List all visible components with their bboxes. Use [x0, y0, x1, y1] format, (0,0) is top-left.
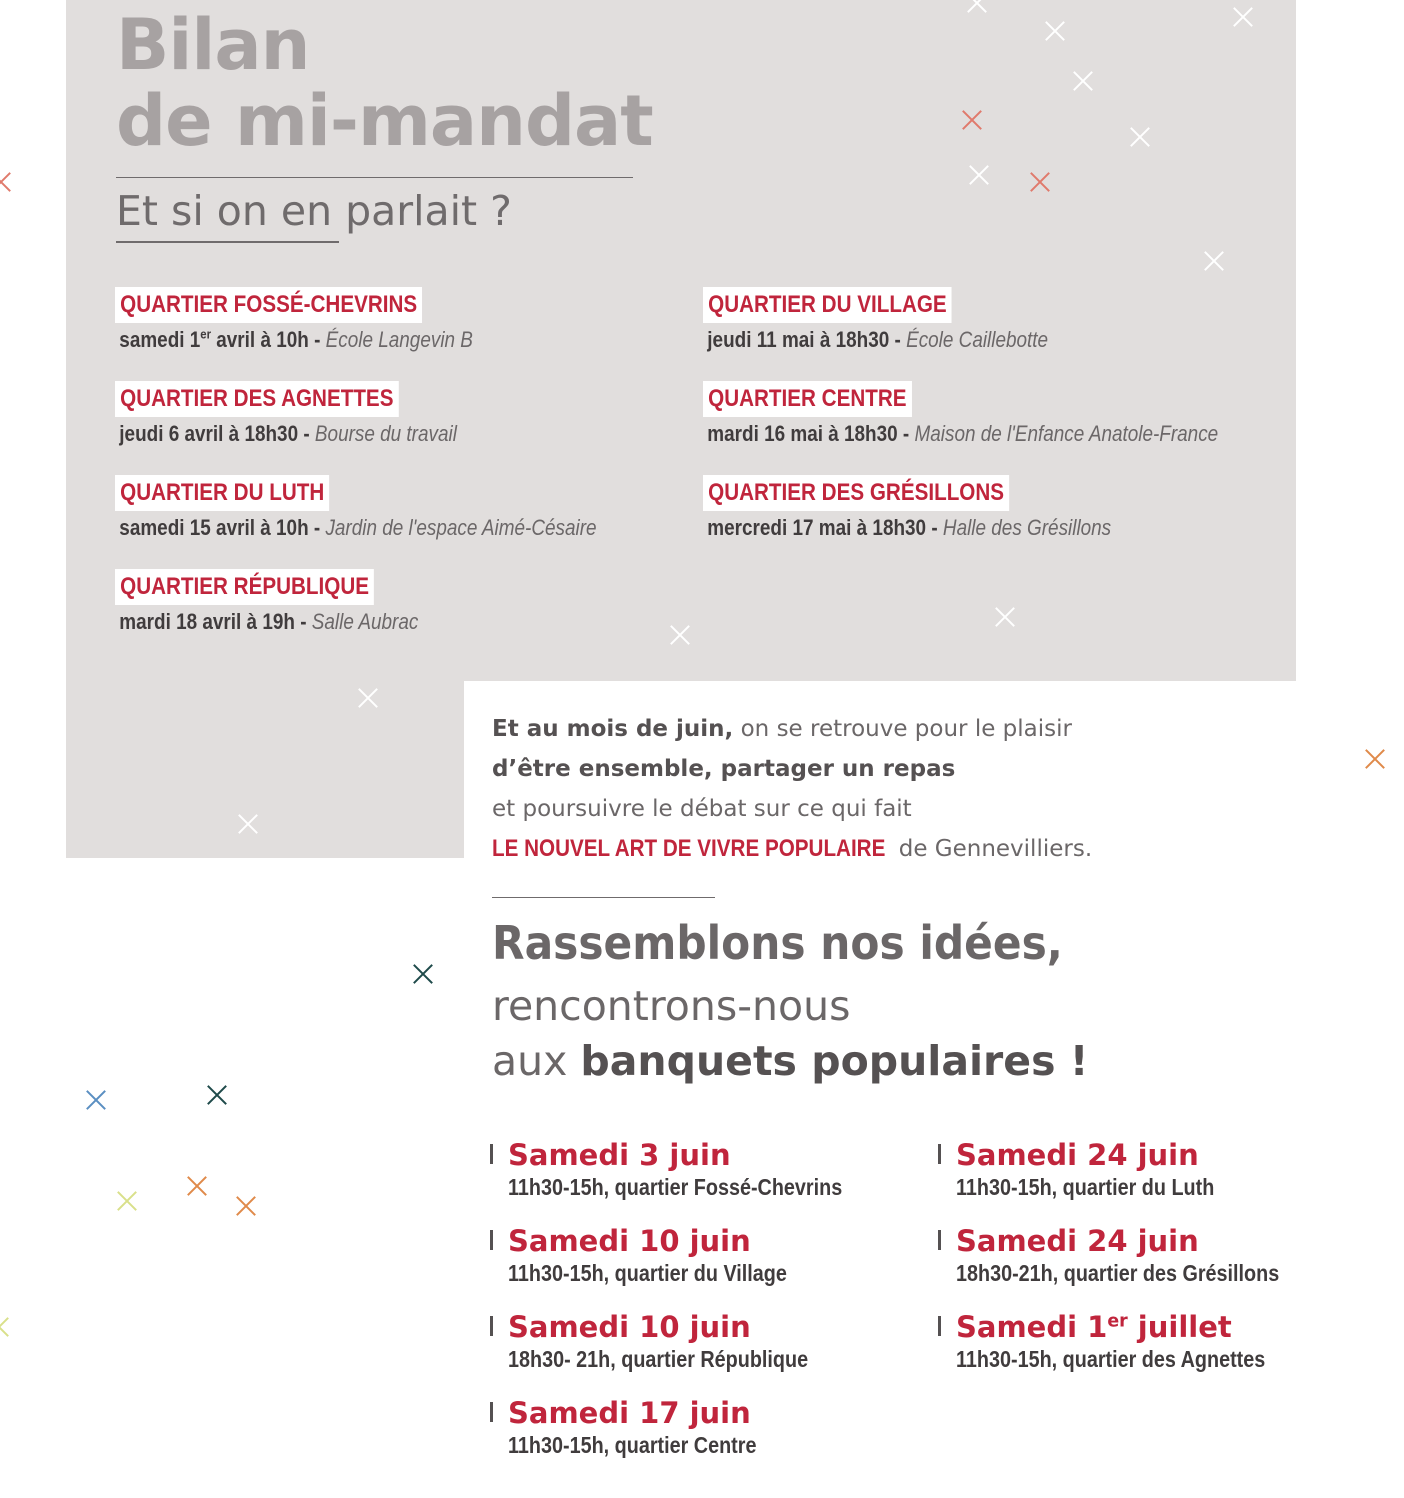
meeting-centre [703, 381, 1302, 447]
banquet-info: 18h30-21h, quartier des Grésillons [956, 1260, 1280, 1286]
banquet-date: Samedi 10 juin [508, 1224, 751, 1258]
quartier-label: QUARTIER DES AGNETTES [115, 381, 399, 417]
june-bold-line: d’être ensemble, partager un repas [492, 756, 956, 782]
banquet-info: 18h30- 21h, quartier République [508, 1346, 809, 1372]
sparkle-icon [669, 624, 691, 646]
meeting-place: Halle des Grésillons [942, 515, 1112, 540]
subtitle-underline [116, 241, 339, 243]
banquet-info: 11h30-15h, quartier des Agnettes [956, 1346, 1266, 1372]
banquet-date: Samedi 17 juin [508, 1396, 751, 1430]
bullet-bar [490, 1316, 493, 1336]
bullet-bar [938, 1316, 941, 1336]
rencontrons-line: rencontrons-nous [492, 982, 851, 1030]
sparkle-icon [1364, 748, 1386, 770]
quartier-label: QUARTIER DU VILLAGE [703, 287, 952, 323]
meeting-when: jeudi 6 avril à 18h30 - [119, 421, 315, 446]
banquet-item [938, 1223, 1332, 1287]
banquet-date: Samedi 1er juillet [956, 1310, 1232, 1344]
sparkle-icon [1029, 171, 1051, 193]
meeting-when: samedi 1er avril à 10h - [119, 326, 326, 352]
banquet-info: 11h30-15h, quartier Centre [508, 1432, 757, 1458]
sparkle-icon [1129, 126, 1151, 148]
quartier-label: QUARTIER DU LUTH [115, 475, 329, 511]
sparkle-icon [994, 606, 1016, 628]
meeting-luth [115, 475, 675, 541]
meeting-place: Salle Aubrac [311, 609, 419, 634]
meeting-village [703, 287, 1104, 353]
sparkle-icon [85, 1089, 107, 1111]
meeting-when: jeudi 11 mai à 18h30 - [707, 327, 907, 352]
meeting-details [703, 515, 1111, 541]
bullet-bar [490, 1402, 493, 1422]
meeting-details [115, 421, 457, 447]
meeting-when: samedi 15 avril à 10h - [119, 515, 326, 540]
meeting-place: Jardin de l'espace Aimé-Césaire [325, 515, 597, 540]
quartier-label: QUARTIER FOSSÉ-CHEVRINS [115, 287, 422, 323]
sparkle-icon [966, 0, 988, 14]
banquet-item [490, 1137, 897, 1201]
section-rule [492, 897, 715, 898]
banquet-item [938, 1309, 1316, 1373]
sparkle-icon [1044, 20, 1066, 42]
meeting-details [703, 421, 1218, 447]
sparkle-icon [0, 1316, 10, 1338]
title-line-1: Bilan [116, 4, 310, 86]
june-paragraph [492, 709, 1192, 869]
meeting-details [115, 327, 473, 353]
meeting-agnettes [115, 381, 513, 447]
meeting-details [115, 609, 418, 635]
sparkle-icon [1232, 6, 1254, 28]
meeting-when: mercredi 17 mai à 18h30 - [707, 515, 943, 540]
june-intro-text: on se retrouve pour le plaisir [733, 716, 1072, 742]
banquet-info: 11h30-15h, quartier du Village [508, 1260, 787, 1286]
bullet-bar [490, 1230, 493, 1250]
sparkle-icon [237, 813, 259, 835]
art-de-vivre-highlight: LE NOUVEL ART DE VIVRE POPULAIRE [492, 835, 886, 862]
sparkle-icon [186, 1175, 208, 1197]
sparkle-icon [1203, 250, 1225, 272]
bullet-bar [938, 1144, 941, 1164]
meeting-when: mardi 16 mai à 18h30 - [707, 421, 915, 446]
meeting-when: mardi 18 avril à 19h - [119, 609, 312, 634]
title-rule [116, 177, 633, 178]
bullet-bar [938, 1230, 941, 1250]
sparkle-icon [206, 1084, 228, 1106]
banquet-date: Samedi 24 juin [956, 1224, 1199, 1258]
rassemblons-heading: Rassemblons nos idées, [492, 916, 1063, 970]
quartier-label: QUARTIER RÉPUBLIQUE [115, 569, 374, 605]
banquets-line: aux banquets populaires ! [492, 1037, 1089, 1085]
meeting-fosse-chevrins [115, 287, 531, 353]
quartier-label: QUARTIER DES GRÉSILLONS [703, 475, 1009, 511]
quartier-label: QUARTIER CENTRE [703, 381, 912, 417]
banquet-info: 11h30-15h, quartier du Luth [956, 1174, 1215, 1200]
meeting-details [703, 327, 1048, 353]
meeting-place: Bourse du travail [314, 421, 457, 446]
june-text-line: et poursuivre le débat sur ce qui fait [492, 796, 912, 822]
banquet-item [490, 1223, 832, 1287]
meeting-details [115, 515, 597, 541]
banquet-date: Samedi 3 juin [508, 1138, 731, 1172]
banquet-info: 11h30-15h, quartier Fossé-Chevrins [508, 1174, 843, 1200]
june-closing-text: de Gennevilliers. [891, 836, 1093, 862]
meeting-place: École Caillebotte [906, 327, 1049, 352]
meeting-republique [115, 569, 468, 635]
meeting-place: Maison de l'Enfance Anatole-France [914, 421, 1219, 446]
june-intro-bold: Et au mois de juin, [492, 716, 734, 742]
banquet-item [938, 1137, 1256, 1201]
sparkle-icon [235, 1195, 257, 1217]
banquet-date: Samedi 24 juin [956, 1138, 1199, 1172]
sparkle-icon [116, 1190, 138, 1212]
title-line-2: de mi-mandat [116, 80, 653, 162]
sparkle-icon [1072, 70, 1094, 92]
meeting-place: École Langevin B [325, 327, 473, 352]
banquet-date: Samedi 10 juin [508, 1310, 751, 1344]
banquet-item [490, 1395, 797, 1459]
sparkle-icon [412, 963, 434, 985]
sparkle-icon [0, 171, 12, 193]
meeting-gresillons [703, 475, 1178, 541]
sparkle-icon [357, 687, 379, 709]
bullet-bar [490, 1144, 493, 1164]
sparkle-icon [968, 164, 990, 186]
banquet-item [490, 1309, 857, 1373]
subtitle: Et si on en parlait ? [116, 187, 512, 235]
sparkle-icon [961, 109, 983, 131]
